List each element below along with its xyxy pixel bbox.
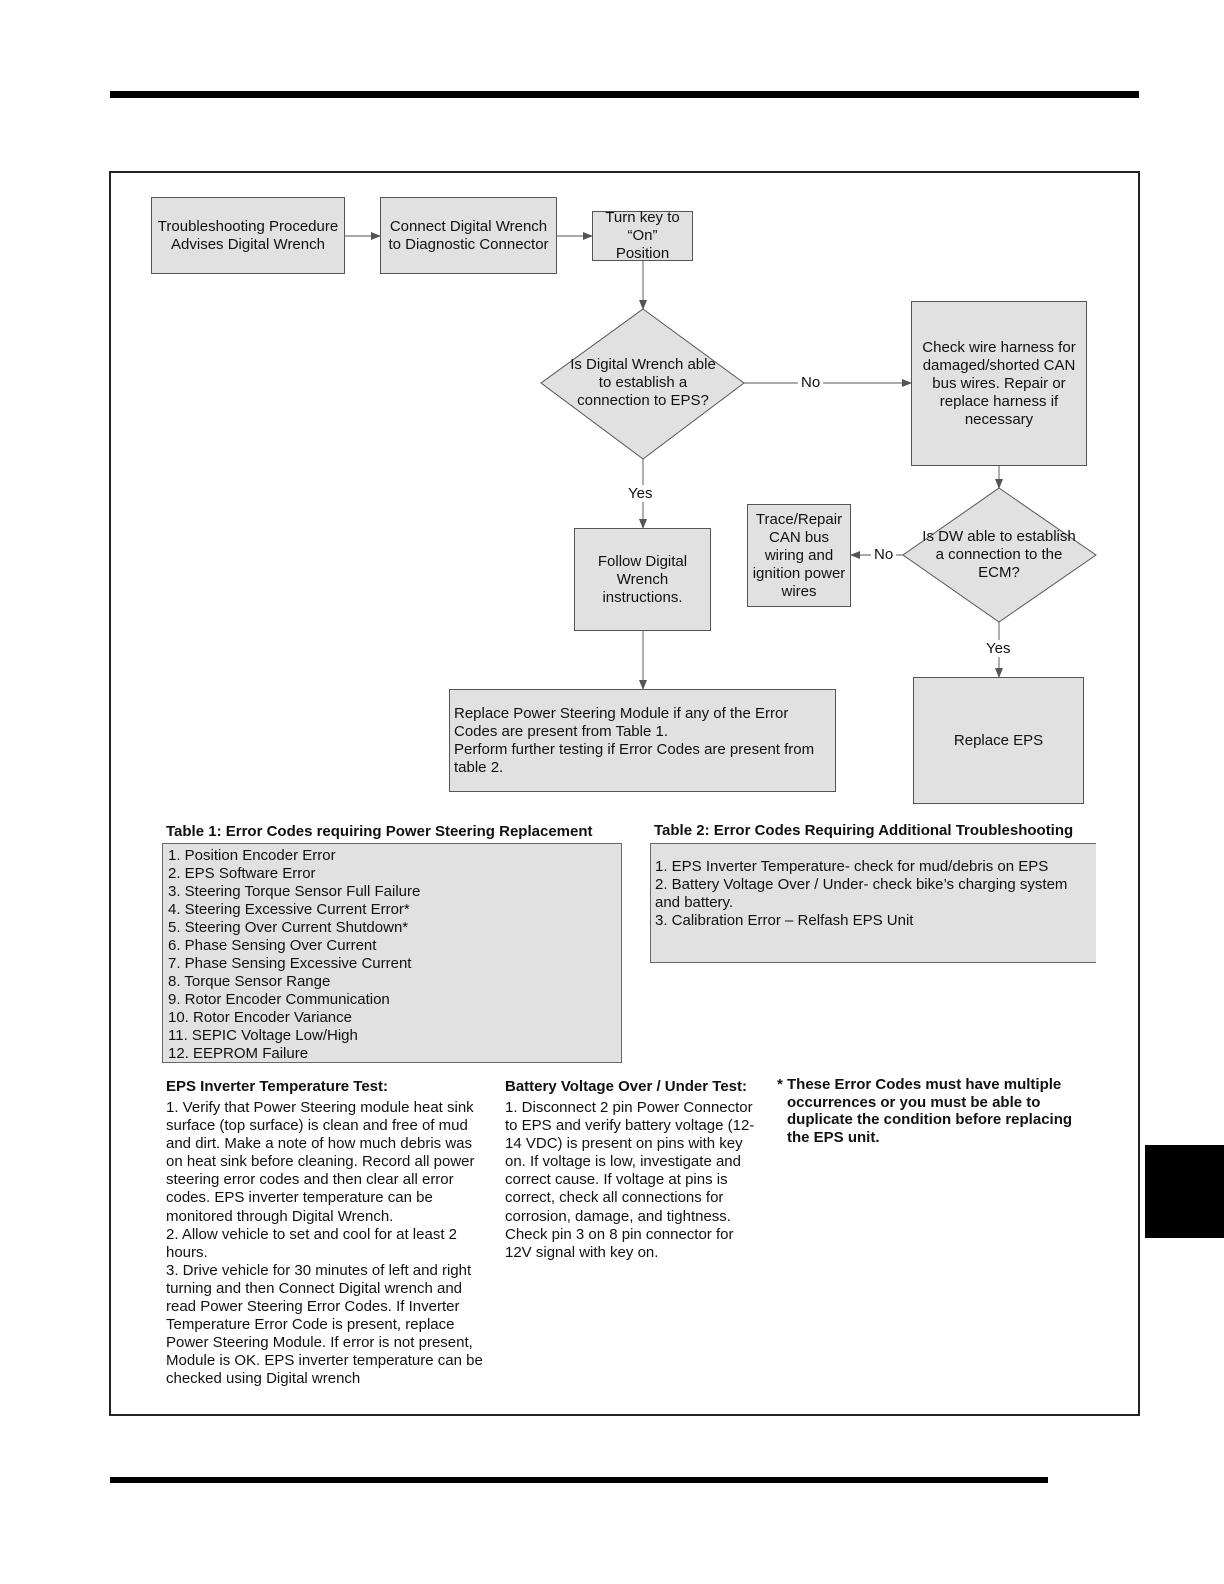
step-turn-key-on [592, 211, 693, 261]
table1-item: 8. Torque Sensor Range [168, 973, 331, 990]
table1-item: 4. Steering Excessive Current Error* [168, 901, 410, 918]
table1-item: 10. Rotor Encoder Variance [168, 1009, 352, 1026]
footer-rule [110, 1477, 1048, 1483]
table2-title: Table 2: Error Codes Requiring Additional Troubleshooting [654, 822, 1074, 839]
table1-box [162, 843, 622, 1063]
table2-item: 2. Battery Voltage Over / Under- check bike’s charging system and battery. [655, 876, 1068, 911]
battery-test-title: Battery Voltage Over / Under Test: [505, 1078, 748, 1095]
step-trace-repair [747, 504, 851, 607]
table1-list [168, 847, 616, 1063]
inverter-test-body: 1. Verify that Power Steering module heat sink surface (top surface) is clean and free of mud and dirt. Make a note of how much debris was on heat sink before cleaning. Record all power steering error codes and then clear all error codes. EPS inverter temperature can be monitored through Digital Wrench. 2. Allow vehicle to set and cool for at least 2 hours. 3. Drive vehicle for 30 minutes of left and right turning and then Connect Digital wrench and read Power Steering Error Codes. If Inverter Temperature Error Code is present, replace Power Steering Module. If error is not present, Module is OK. EPS inverter temperature can be checked using Digital wrench [166, 1099, 483, 1388]
follow-dw-text: Follow Digital Wrench instructions. [597, 552, 688, 606]
trace-repair-text: Trace/Repair CAN bus wiring and ignition power wires [752, 510, 846, 600]
table1-item: 2. EPS Software Error [168, 865, 316, 882]
check-harness-text: Check wire harness for damaged/shorted CAN bus wires. Repair or replace harness if necessary [922, 338, 1076, 428]
table1-item: 7. Phase Sensing Excessive Current [168, 955, 412, 972]
step-replace-power-steering-module [449, 689, 836, 792]
table2-list [655, 858, 1092, 930]
step-connect-digital-wrench [380, 197, 557, 274]
step-replace-eps [913, 677, 1084, 804]
battery-test-body: 1. Disconnect 2 pin Power Connector to EPS and verify battery voltage (12-14 VDC) is present on pins with key on. If voltage is low, investigate and correct cause. If voltage at pins is correct, check all connections for corrosion, damage, and tightness. Check pin 3 on 8 pin connector for 12V signal with key on. [505, 1099, 755, 1261]
inverter-test-title: EPS Inverter Temperature Test: [166, 1078, 389, 1095]
step1-text: Troubleshooting Procedure Advises Digital Wrench [157, 217, 339, 253]
table2-item: 1. EPS Inverter Temperature- check for mud/debris on EPS [655, 858, 1049, 875]
step-troubleshooting-procedure [151, 197, 345, 274]
table1-item: 9. Rotor Encoder Communication [168, 991, 390, 1008]
yes-label-2: Yes [983, 640, 1013, 657]
table2-box [650, 843, 1096, 963]
step-follow-digital-wrench [574, 528, 711, 631]
table1-title: Table 1: Error Codes requiring Power Steering Replacement [166, 823, 593, 840]
table1-item: 5. Steering Over Current Shutdown* [168, 919, 409, 936]
no-label-2: No [871, 546, 896, 563]
table1-item: 11. SEPIC Voltage Low/High [168, 1027, 358, 1044]
table1-item: 6. Phase Sensing Over Current [168, 937, 377, 954]
multiple-occurrence-note: * These Error Codes must have multiple occurrences or you must be able to duplicate the condition before replacing the EPS unit. [777, 1076, 1073, 1146]
table1-item: 12. EEPROM Failure [168, 1045, 309, 1062]
step-check-wire-harness [911, 301, 1087, 466]
table1-item: 3. Steering Torque Sensor Full Failure [168, 883, 421, 900]
yes-label-1: Yes [625, 485, 655, 502]
replace-module-text: Replace Power Steering Module if any of the Error Codes are present from Table 1. Perform further testing if Error Codes are present from table 2. [454, 704, 815, 776]
chapter-tab [1145, 1145, 1224, 1238]
step2-text: Connect Digital Wrench to Diagnostic Connector [388, 217, 549, 253]
table1-item: 1. Position Encoder Error [168, 847, 336, 864]
decision1-text: Is Digital Wrench able to establish a connection to EPS? [570, 356, 716, 409]
step3-text: Turn key to “On” Position [605, 209, 680, 262]
no-label-1: No [798, 374, 823, 391]
decision2-text: Is DW able to establish a connection to the ECM? [922, 528, 1076, 581]
replace-eps-text: Replace EPS [953, 731, 1044, 749]
table2-item: 3. Calibration Error – Relfash EPS Unit [655, 912, 914, 929]
